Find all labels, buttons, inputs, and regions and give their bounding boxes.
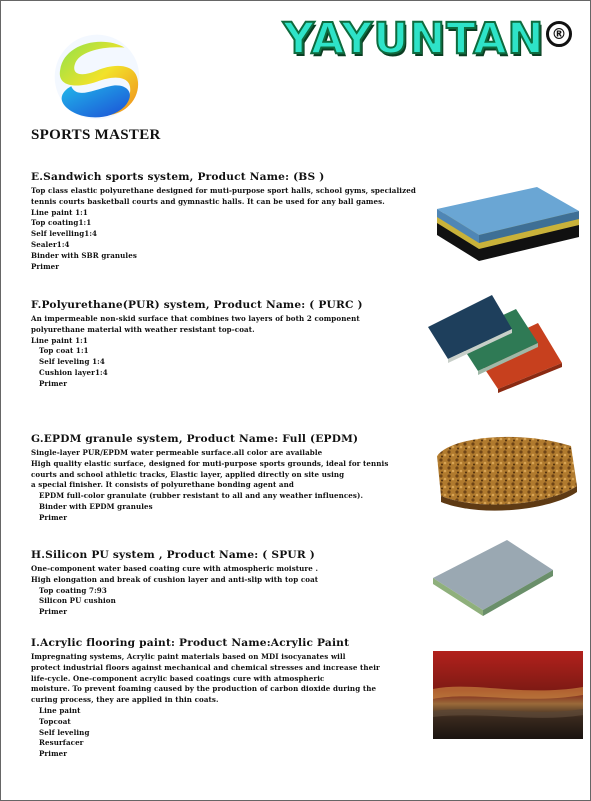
description-line: Top class elastic polyurethane designed for muti-purpose sport halls, school gyms, specialized	[31, 186, 416, 195]
description-line: Impregnating systems, Acrylic paint materials based on MDI isocyanates will	[31, 652, 346, 661]
layer-item: Silicon PU cushion	[39, 596, 116, 606]
layer-item: Primer	[39, 512, 68, 522]
section-acrylic	[31, 637, 426, 760]
description-line: One-component water based coating cure with atmospheric moisture .	[31, 564, 319, 573]
section-pur	[31, 299, 426, 390]
section-heading: G.EPDM granule system, Product Name: Full (EPDM)	[31, 433, 359, 445]
layer-item: Cushion layer1:4	[39, 367, 108, 377]
yayuntan-logo-icon	[51, 31, 143, 123]
layer-item: Primer	[39, 607, 68, 617]
description-line: tennis courts basketball courts and gymnastic halls. It can be used for any ball games.	[31, 196, 385, 206]
brand-name: YAYUNTAN	[283, 14, 545, 64]
layer-item: Primer	[31, 261, 60, 271]
brand-tagline: SPORTS MASTER	[31, 127, 161, 143]
epdm-granule-sample-icon	[431, 426, 581, 516]
section-sandwich	[31, 171, 426, 272]
description-line: protect industrial floors against mechanical and chemical stresses and increase their	[31, 662, 380, 672]
layer-item: Topcoat	[39, 716, 71, 726]
layer-item: Top coat 1:1	[39, 346, 89, 356]
layer-item: Binder with SBR granules	[31, 250, 137, 260]
layer-item: Self leveling 1:4	[39, 357, 105, 367]
description-line: moisture. To prevent foaming caused by the production of carbon dioxide during the	[31, 684, 377, 694]
description-line: curing process, they are applied in thin coats.	[31, 695, 219, 705]
sandwich-sample-icon	[433, 179, 583, 264]
layer-item: Top coating1:1	[31, 218, 92, 228]
description-line: High elongation and break of cushion layer and anti-slip with top coat	[31, 574, 319, 584]
description-line: a special finisher. It consists of polyurethane bonding agent and	[31, 480, 294, 490]
section-epdm	[31, 433, 426, 524]
section-heading: F.Polyurethane(PUR) system, Product Name: ( PURC )	[31, 299, 363, 311]
section-heading: I.Acrylic flooring paint: Product Name:Acrylic Paint	[31, 637, 350, 649]
layer-item: Self leveling	[39, 727, 90, 737]
description-line: life-cycle. One-component acrylic based coatings cure with atmospheric	[31, 673, 325, 683]
layer-item: Line paint 1:1	[31, 335, 88, 345]
section-heading: E.Sandwich sports system, Product Name: (BS )	[31, 171, 325, 183]
layer-item: Top coating 7:93	[39, 585, 107, 595]
description-line: courts and school athletic tracks, Elastic layer, applied directly on site using	[31, 469, 345, 479]
description-line: An impermeable non-skid surface that combines two layers of both 2 component	[31, 314, 360, 323]
section-heading: H.Silicon PU system , Product Name: ( SPUR )	[31, 549, 315, 561]
description-line: polyurethane material with weather resistant top-coat.	[31, 324, 255, 334]
description-line: High quality elastic surface, designed for muti-purpose sports grounds, ideal for tennis	[31, 458, 389, 468]
layer-item: Binder with EPDM granules	[39, 501, 153, 511]
section-silicon	[31, 549, 426, 618]
layer-item: Line paint 1:1	[31, 207, 88, 217]
layer-item: Resurfacer	[39, 738, 84, 748]
layer-item: Primer	[39, 378, 68, 388]
pur-panels-icon	[426, 293, 566, 393]
acrylic-sample-icon	[433, 651, 583, 739]
registered-mark: ®	[546, 21, 572, 47]
layer-item: Primer	[39, 749, 68, 759]
layer-item: Line paint	[39, 705, 81, 715]
layer-item: Self levelling1:4	[31, 229, 98, 239]
silicon-pu-sample-icon	[429, 536, 559, 621]
layer-item: Sealer1:4	[31, 239, 70, 249]
description-line: Single-layer PUR/EPDM water permeable surface.all color are available	[31, 448, 323, 457]
layer-item: EPDM full-color granulate (rubber resistant to all and any weather influences).	[39, 491, 364, 501]
